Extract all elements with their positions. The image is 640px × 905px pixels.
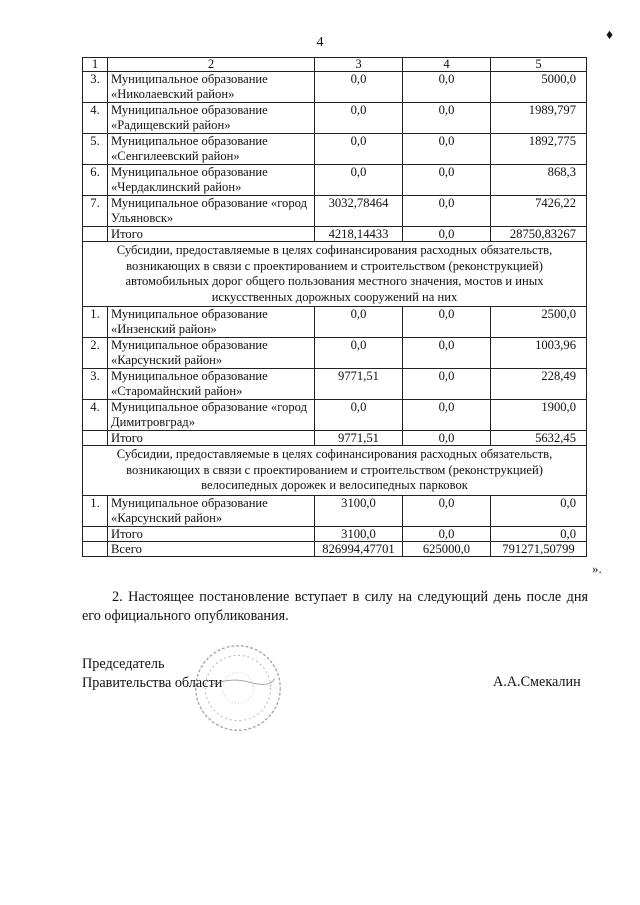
- value-col4: 0,0: [403, 307, 491, 338]
- subsidy-table: [82, 57, 587, 557]
- official-seal-icon: [190, 640, 286, 736]
- total-col3: 9771,51: [315, 431, 403, 446]
- signatory-title-line2: Правительства области: [82, 675, 223, 691]
- effective-date-paragraph: 2. Настоящее постановление вступает в силу на следующий день после дня его официального опубликования.: [82, 589, 588, 625]
- municipality-name: Муниципальное образование «Сенгилеевский район»: [108, 134, 315, 165]
- table-row: [83, 196, 587, 227]
- table-row: [83, 338, 587, 369]
- signatory-name: А.А.Смекалин: [493, 674, 581, 690]
- value-col4: 0,0: [403, 369, 491, 400]
- municipality-name: Муниципальное образование «город Димитровград»: [108, 400, 315, 431]
- page-number: 4: [316, 35, 324, 50]
- table-row: [83, 369, 587, 400]
- table-header-row: [83, 58, 587, 72]
- value-col3: 0,0: [315, 103, 403, 134]
- total-col3: 4218,14433: [315, 227, 403, 242]
- value-col5: 1892,775: [491, 134, 587, 165]
- value-col4: 0,0: [403, 103, 491, 134]
- municipality-name: Муниципальное образование «Инзенский район»: [108, 307, 315, 338]
- margin-mark: ♦: [606, 28, 614, 43]
- municipality-name: Муниципальное образование «Радищевский район»: [108, 103, 315, 134]
- value-col5: 5000,0: [491, 72, 587, 103]
- total-col4: 0,0: [403, 526, 491, 541]
- municipality-name: Муниципальное образование «Карсунский район»: [108, 495, 315, 526]
- municipality-name: Муниципальное образование «Николаевский район»: [108, 72, 315, 103]
- value-col4: 0,0: [403, 134, 491, 165]
- value-col4: 0,0: [403, 196, 491, 227]
- section-heading-row: [83, 242, 587, 307]
- total-row: [83, 431, 587, 446]
- signatory-title-line1: Председатель: [82, 656, 165, 672]
- value-col3: 0,0: [315, 72, 403, 103]
- grand-total-col4: 625000,0: [403, 541, 491, 556]
- value-col5: 0,0: [491, 495, 587, 526]
- grand-total-row: [83, 541, 587, 556]
- table-row: [83, 400, 587, 431]
- row-number: 6.: [83, 165, 108, 196]
- header-cell: 2: [108, 58, 315, 72]
- row-number: 4.: [83, 400, 108, 431]
- total-col4: 0,0: [403, 227, 491, 242]
- value-col5: 7426,22: [491, 196, 587, 227]
- row-number: 5.: [83, 134, 108, 165]
- grand-total-col5: 791271,50799: [491, 541, 587, 556]
- section-heading-roads: Субсидии, предоставляемые в целях софинансирования расходных обязательств, возникающих в связи с проектированием и строительством (реконструкцией) автомобильных дорог общего пользования местного значения, мостов и иных искусственных дорожных сооружений на них: [83, 242, 587, 307]
- total-label: Итого: [108, 227, 315, 242]
- table-row: [83, 103, 587, 134]
- value-col4: 0,0: [403, 495, 491, 526]
- table-row: [83, 134, 587, 165]
- section-heading-bicycle: Субсидии, предоставляемые в целях софинансирования расходных обязательств, возникающих в связи с проектированием и строительством (реконструкцией) велосипедных дорожек и велосипедных парковок: [83, 446, 587, 496]
- section-heading-row: [83, 446, 587, 496]
- value-col5: 228,49: [491, 369, 587, 400]
- table-row: [83, 307, 587, 338]
- value-col3: 9771,51: [315, 369, 403, 400]
- closing-quote: ».: [592, 561, 602, 576]
- row-number: 1.: [83, 495, 108, 526]
- total-label: Итого: [108, 431, 315, 446]
- municipality-name: Муниципальное образование «Старомайнский район»: [108, 369, 315, 400]
- value-col5: 868,3: [491, 165, 587, 196]
- value-col4: 0,0: [403, 165, 491, 196]
- value-col4: 0,0: [403, 400, 491, 431]
- header-cell: 4: [403, 58, 491, 72]
- total-col5: 0,0: [491, 526, 587, 541]
- municipality-name: Муниципальное образование «Карсунский район»: [108, 338, 315, 369]
- value-col5: 1989,797: [491, 103, 587, 134]
- value-col3: 0,0: [315, 165, 403, 196]
- total-col5: 28750,83267: [491, 227, 587, 242]
- table-row: [83, 165, 587, 196]
- total-col3: 3100,0: [315, 526, 403, 541]
- total-col4: 0,0: [403, 431, 491, 446]
- table-row: [83, 495, 587, 526]
- total-label: Итого: [108, 526, 315, 541]
- value-col3: 3032,78464: [315, 196, 403, 227]
- row-number: 3.: [83, 72, 108, 103]
- row-number: 7.: [83, 196, 108, 227]
- value-col3: 0,0: [315, 307, 403, 338]
- value-col3: 0,0: [315, 338, 403, 369]
- header-cell: 3: [315, 58, 403, 72]
- municipality-name: Муниципальное образование «город Ульяновск»: [108, 196, 315, 227]
- value-col3: 0,0: [315, 134, 403, 165]
- row-number: 3.: [83, 369, 108, 400]
- value-col3: 0,0: [315, 400, 403, 431]
- grand-total-col3: 826994,47701: [315, 541, 403, 556]
- value-col4: 0,0: [403, 72, 491, 103]
- value-col5: 1900,0: [491, 400, 587, 431]
- header-cell: 5: [491, 58, 587, 72]
- value-col5: 2500,0: [491, 307, 587, 338]
- total-row: [83, 526, 587, 541]
- value-col3: 3100,0: [315, 495, 403, 526]
- table-row: [83, 72, 587, 103]
- row-number: 1.: [83, 307, 108, 338]
- grand-total-label: Всего: [108, 541, 315, 556]
- total-row: [83, 227, 587, 242]
- header-cell: 1: [83, 58, 108, 72]
- municipality-name: Муниципальное образование «Чердаклинский район»: [108, 165, 315, 196]
- value-col5: 1003,96: [491, 338, 587, 369]
- value-col4: 0,0: [403, 338, 491, 369]
- row-number: 4.: [83, 103, 108, 134]
- row-number: 2.: [83, 338, 108, 369]
- total-col5: 5632,45: [491, 431, 587, 446]
